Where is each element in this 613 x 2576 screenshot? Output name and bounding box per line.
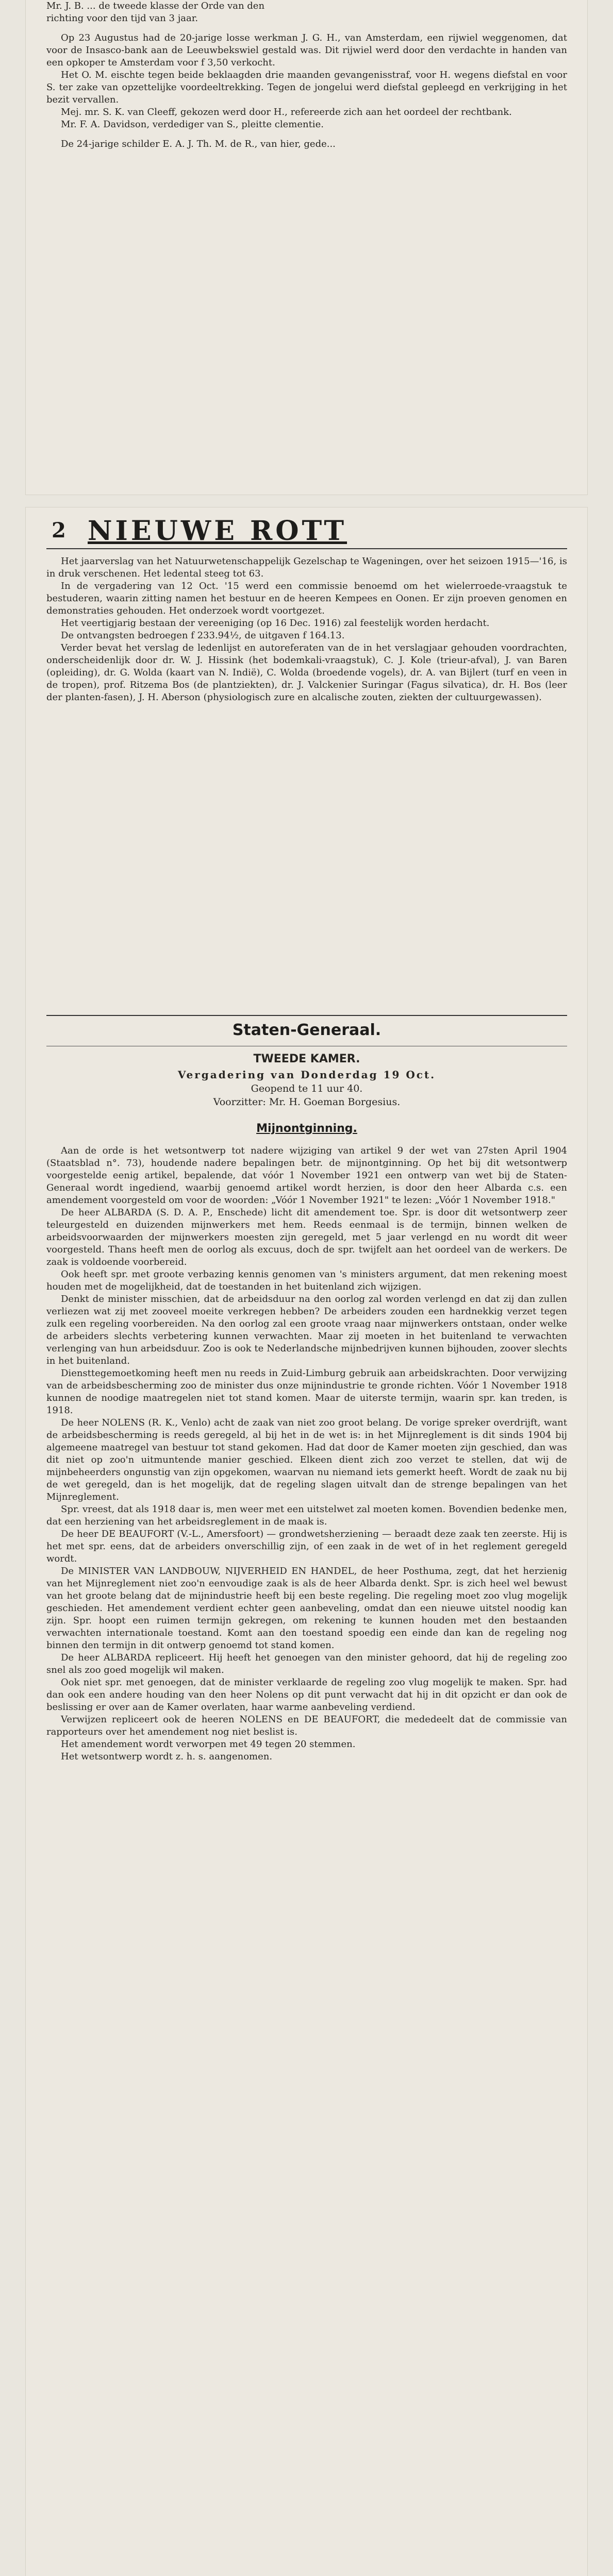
paragraph: De ontvangsten bedroegen f 233.94½, de uitgaven f 164.13. xyxy=(61,630,345,641)
paragraph: Verder bevat het verslag de ledenlijst en autoreferaten van de in het verslagjaar gehouden voordrachten, onderscheidenlijk door dr. W. J. Hissink (het bodemkali-vraagstuk), C. J. Kole (trieur-afval), J. van Baren (opleiding), dr. G. Wolda (kaart van N. Indië), C. Wolda (broedende vogels), dr. A. van Bijlert (turf en veen in de tropen), prof. Ritzema Bos (de plantziekten), dr. J. Valckenier Suringar (Fagus silvatica), dr. H. Bos (leer der planten-fasen), J. H. Aberson (physiologisch zure en alcalische zouten, ziekten der cultuurgewassen). xyxy=(46,642,567,703)
chamber-title: TWEEDE KAMER. xyxy=(253,1053,360,1065)
page-number: 2 xyxy=(52,518,66,543)
newspaper-title: NIEUWE ROTT xyxy=(88,515,347,547)
paragraph: Het jaarverslag van het Natuurwetenschappelijk Gezelschap te Wageningen, over het seizoen 1915—'16, is in druk verschenen. Het ledental steeg tot 63. xyxy=(46,556,567,579)
paragraph: Ook heeft spr. met groote verbazing kennis genomen van 's ministers argument, dat men rekening moest houden met de mogelijkheid, dat de toestanden in het buitenland zich wijzigen. xyxy=(46,1269,567,1292)
mijnontginning-article xyxy=(46,1145,567,1763)
paragraph: De heer NOLENS (R. K., Venlo) acht de zaak van niet zoo groot belang. De vorige spreker overdrijft, want de arbeidsbescherming is reeds geregeld, al bij het in de wet is: in het Mijnreglement is dit sinds 1904 bij algemeene maatregel van bestuur tot stand gekomen. Had dat door de Kamer moeten zijn geschied, dan was dit niet op zoo'n uitmuntende manier geschied. Elkeen dient zich zoo verzet te stellen, dat wij de mijnbeheerders ongunstig van zijn opgekomen, waarvan nu niemand iets gemerkt heeft. Wordt de zaak nu bij de wet geregeld, dan is het mogelijk, dat de regeling slagen uitvalt dan de strenge bepalingen van het Mijnreglement. xyxy=(46,1417,567,1502)
paragraph: Het amendement wordt verworpen met 49 tegen 20 stemmen. xyxy=(61,1739,356,1750)
paragraph: De heer DE BEAUFORT (V.-L., Amersfoort) — grondwetsherziening — beraadt deze zaak ten zeerste. Hij is het met spr. eens, dat de arbeiders onverschillig zijn, of een zaak in de wet of in het reglement geregeld wordt. xyxy=(46,1529,567,1564)
section-title: Staten-Generaal. xyxy=(232,1021,382,1039)
session-header xyxy=(46,1051,567,1109)
session-line: Vergadering van Donderdag 19 Oct. xyxy=(177,1069,436,1081)
paragraph: In de vergadering van 12 Oct. '15 werd een commissie benoemd om het wielerroede-vraagstuk te bestuderen, waarin zitting namen het bestuur en de heeren Kempees en Oonen. Er zijn proeven genomen en demonstraties gehouden. Het onderzoek wordt voortgezet. xyxy=(46,581,567,616)
top-line: richting voor den tijd van 3 jaar. xyxy=(46,13,198,24)
paragraph: Verwijzen repliceert ook de heeren NOLENS en DE BEAUFORT, die mededeelt dat de commissie van rapporteurs over het amendement nog niet beslist is. xyxy=(46,1714,567,1737)
subsection-title-mijn: Mijnontginning. xyxy=(256,1122,357,1135)
paragraph: Mr. F. A. Davidson, verdediger van S., pleitte clementie. xyxy=(61,119,324,130)
paragraph: Het wetsontwerp wordt z. h. s. aangenomen. xyxy=(61,1751,273,1762)
opening-time: Geopend te 11 uur 40. xyxy=(251,1083,363,1094)
paragraph: Het veertigjarig bestaan der vereeniging (op 16 Dec. 1916) zal feestelijk worden herdacht. xyxy=(61,618,490,629)
paragraph: Het O. M. eischte tegen beide beklaagden drie maanden gevangenisstraf, voor H. wegens diefstal en voor S. ter zake van opzettelijke voordeeltrekking. Tegen de jongelui werd diefstal gepleegd en verkrijging in het bezit vervallen. xyxy=(46,70,567,105)
paragraph: Op 23 Augustus had de 20-jarige losse werkman J. G. H., van Amsterdam, een rijwiel weggenomen, dat voor de Insasco-bank aan de Leeuwbekswiel gestald was. Dit rijwiel werd door den verdachte in handen van een opkoper te Amsterdam voor f 3,50 verkocht. xyxy=(46,32,567,68)
paragraph: Denkt de minister misschien, dat de arbeidsduur na den oorlog zal worden verlengd en dat zij dan zullen verliezen wat zij met zooveel moeite verkregen hebben? De arbeiders zouden een hardnekkig verzet tegen zulk een regeling voorbereiden. Na den oorlog zal een groote vraag naar mijnwerkers ontstaan, onder welke de arbeiders slechts verbetering kunnen verwachten. Maar zij moeten in het buitenland te verwachten verlenging van hun arbeidsduur. Zoo is ook te Nederlandsche mijnbedrijven kunnen bijhouden, zoover slechts in het buitenland. xyxy=(46,1294,567,1366)
paragraph: Spr. vreest, dat als 1918 daar is, men weer met een uitstelwet zal moeten komen. Bovendien bedenke men, dat een herziening van het arbeidsreglement in de maak is. xyxy=(46,1504,567,1527)
paragraph: De heer ALBARDA repliceert. Hij heeft het genoegen van den minister gehoord, dat hij de regeling zoo snel als zoo goed mogelijk wil maken. xyxy=(46,1652,567,1675)
top-fragment xyxy=(46,0,567,150)
natuurwetenschap-article xyxy=(46,555,567,704)
section-rule xyxy=(46,1015,567,1016)
chair-line: Voorzitter: Mr. H. Goeman Borgesius. xyxy=(213,1096,401,1108)
paragraph: Mej. mr. S. K. van Cleeff, gekozen werd door H., refereerde zich aan het oordeel der rechtbank. xyxy=(61,107,512,117)
masthead-rule xyxy=(46,548,567,549)
top-line: Mr. J. B. ... de tweede klasse der Orde van den xyxy=(46,1,265,11)
paragraph: Diensttegemoetkoming heeft men nu reeds in Zuid-Limburg gebruik aan arbeidskrachten. Door verwijzing van de arbeidsbescherming zoo de minister dus onze mijnindustrie te gronde richten. Vóór 1 November 1918 kunnen de noodige maatregelen niet tot stand komen. Maar de uiterste termijn, waarin spr. kan treden, is 1918. xyxy=(46,1368,567,1416)
paragraph: De MINISTER VAN LANDBOUW, NIJVERHEID EN HANDEL, de heer Posthuma, zegt, dat het herzienig van het Mijnreglement niet zoo'n eenvoudige zaak is als de heer Albarda denkt. Spr. is zich heel wel bewust van het groote belang dat de mijnindustrie heeft bij een beste regeling. Die regeling moet zoo vlug mogelijk geschieden. Het amendement verdient echter geen aanbeveling, omdat dan een nieuwe uitstel noodig kan zijn. Spr. hoopt een ruimen termijn gekregen, om rekening te kunnen houden met den bestaanden verwachten internationale toestand. Komt aan den toestand spoedig een einde dan kan de regeling nog binnen den termijn in dit ontwerp genoemd tot stand komen. xyxy=(46,1566,567,1651)
paragraph: Aan de orde is het wetsontwerp tot nadere wijziging van artikel 9 der wet van 27sten April 1904 (Staatsblad n°. 73), houdende nadere bepalingen betr. de mijnontginning. Op het bij dit wetsontwerp voorgestelde eenig artikel, bepalende, dat vóór 1 November 1921 een ontwerp van wet bij de Staten-Generaal wordt ingediend, waarbij genoemd artikel wordt herzien, is door den heer Albarda c.s. een amendement voorgesteld om voor de woorden: „Vóór 1 November 1921" te lezen: „Vóór 1 November 1918." xyxy=(46,1145,567,1206)
paragraph: Ook niet spr. met genoegen, dat de minister verklaarde de regeling zoo vlug mogelijk te maken. Spr. had dan ook een andere houding van den heer Nolens op dit punt verwacht dat hij in dit opzicht er dan ook de beslissing er over aan de Kamer overlaten, haar warme aanbeveling verdiend. xyxy=(46,1677,567,1713)
paragraph: De heer ALBARDA (S. D. A. P., Enschede) licht dit amendement toe. Spr. is door dit wetsontwerp zeer teleurgesteld en duizenden mijnwerkers met hem. Reeds eenmaal is de termijn, binnen welken de arbeidsvoorwaarden der mijnwerkers moesten zijn geregeld, met 5 jaar verlengd en nu wordt dit weer voorgesteld. Thans heeft men de oorlog als excuus, doch de spr. twijfelt aan het oordeel van de werkers. De zaak is voldoende voorbereid. xyxy=(46,1207,567,1267)
newspaper-masthead xyxy=(0,515,613,545)
paragraph: De 24-jarige schilder E. A. J. Th. M. de R., van hier, gede... xyxy=(61,139,336,149)
